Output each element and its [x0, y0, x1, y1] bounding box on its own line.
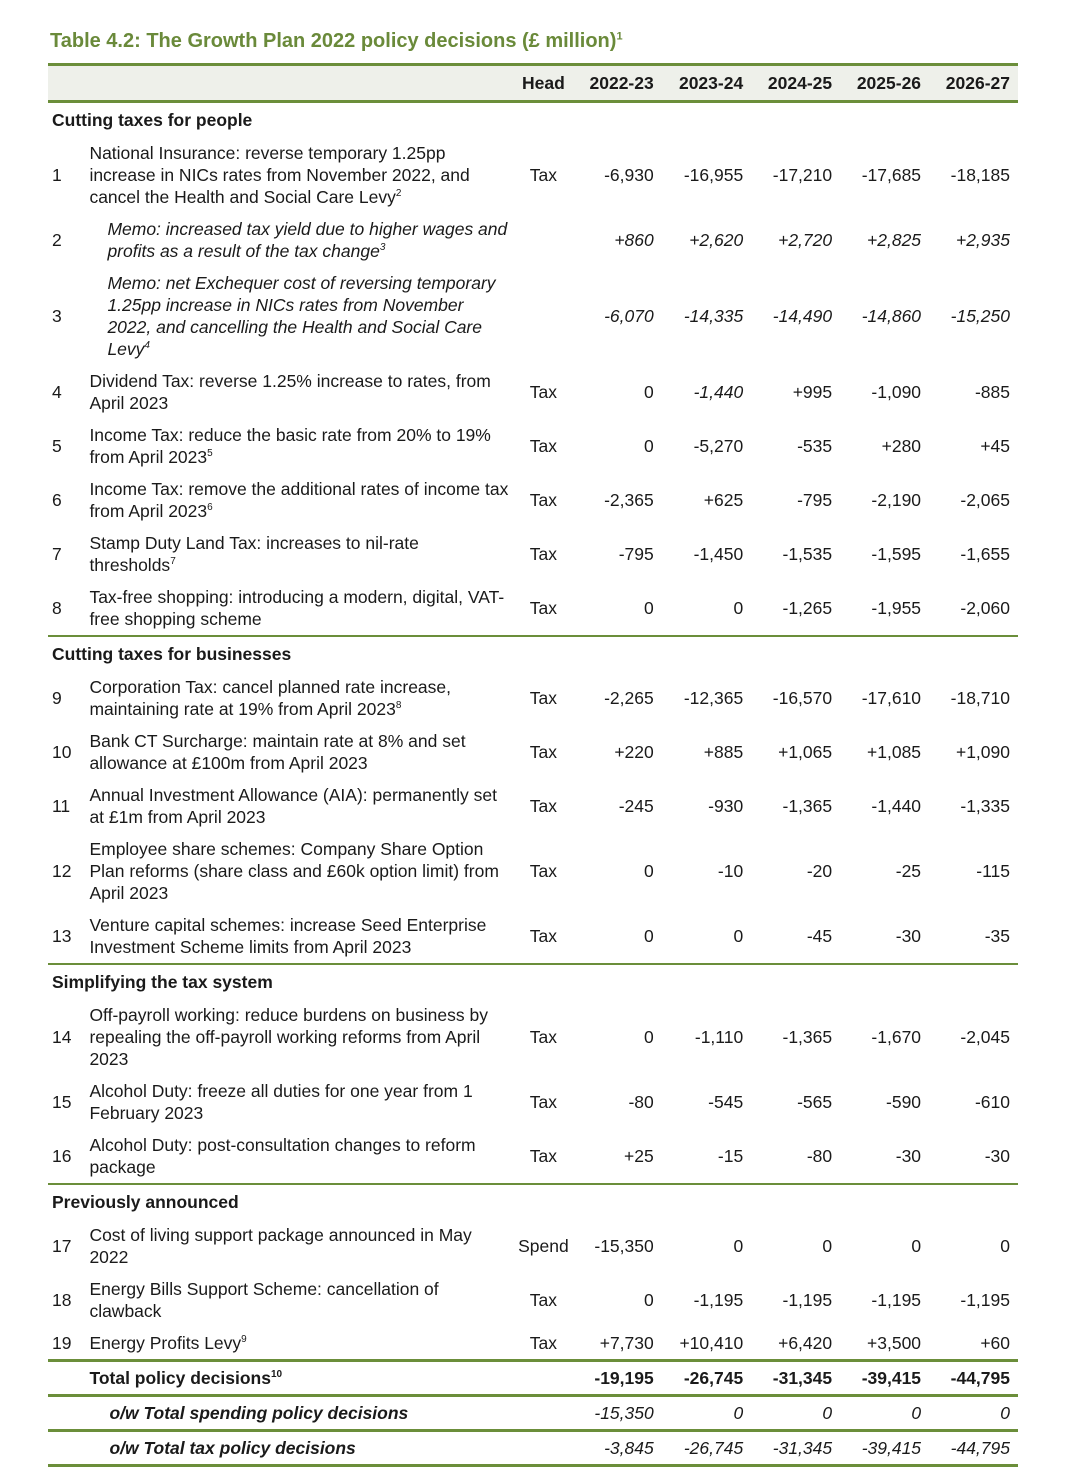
- section-header-row: [48, 1184, 1018, 1219]
- row-value: -885: [974, 382, 1010, 402]
- footnote-marker: 9: [241, 1334, 247, 1346]
- row-number: 1: [52, 165, 62, 185]
- row-label: Memo: increased tax yield due to higher wages and profits as a result of the tax change: [107, 219, 508, 261]
- row-description: [89, 213, 514, 267]
- row-number: 7: [52, 544, 62, 564]
- table-row: [48, 909, 1018, 964]
- row-number: 19: [52, 1333, 72, 1353]
- section-title: Simplifying the tax system: [52, 972, 273, 992]
- row-value: -1,655: [960, 544, 1010, 564]
- row-value: -31,345: [772, 1438, 833, 1458]
- row-description: [89, 1327, 514, 1361]
- header-description: [89, 65, 514, 102]
- row-value: -17,685: [861, 165, 922, 185]
- row-value: -14,335: [683, 306, 744, 326]
- row-description: [89, 137, 514, 213]
- row-value: -18,185: [950, 165, 1010, 185]
- row-value: +3,500: [867, 1333, 922, 1353]
- table-row: [48, 1327, 1018, 1361]
- row-value: -1,535: [782, 544, 833, 564]
- row-value: -14,490: [772, 306, 833, 326]
- row-value: -20: [806, 861, 833, 881]
- row-label: o/w Total tax policy decisions: [109, 1438, 356, 1458]
- row-label: Employee share schemes: Company Share Option Plan reforms (share class and £60k option limit) from April 2023: [89, 839, 499, 903]
- row-value: +2,720: [778, 230, 833, 250]
- table-row: [48, 725, 1018, 779]
- row-value: -17,210: [772, 165, 833, 185]
- table-row: [48, 999, 1018, 1075]
- row-description: [89, 999, 514, 1075]
- row-label: Alcohol Duty: post-consultation changes to reform package: [89, 1135, 476, 1177]
- row-value: -2,365: [604, 490, 654, 510]
- row-value: -5,270: [693, 436, 744, 456]
- row-number: 8: [52, 598, 62, 618]
- section-header-row: [48, 102, 1018, 138]
- row-value: +25: [624, 1146, 654, 1166]
- row-description: [89, 725, 514, 779]
- row-value: 0: [644, 436, 654, 456]
- row-value: -16,570: [772, 688, 833, 708]
- row-head: [514, 267, 573, 365]
- row-value: +2,620: [689, 230, 744, 250]
- header-year: 2026-27: [945, 73, 1010, 93]
- row-value: -795: [797, 490, 833, 510]
- row-label: Corporation Tax: cancel planned rate increase, maintaining rate at 19% from April 2023: [89, 677, 451, 719]
- row-value: -930: [708, 796, 744, 816]
- header-head: Head: [522, 73, 565, 93]
- row-label: Off-payroll working: reduce burdens on business by repealing the off-payroll working reforms from April 2023: [89, 1005, 488, 1069]
- total-row: [48, 1361, 1018, 1396]
- row-description: [89, 419, 514, 473]
- row-value: -2,265: [604, 688, 654, 708]
- row-number: 4: [52, 382, 62, 402]
- row-value: -17,610: [861, 688, 922, 708]
- header-year: 2022-23: [589, 73, 654, 93]
- row-head: Tax: [529, 1290, 558, 1310]
- row-value: -1,195: [782, 1290, 833, 1310]
- section-header-row: [48, 636, 1018, 671]
- row-value: -25: [895, 861, 922, 881]
- row-number: 15: [52, 1092, 72, 1112]
- row-value: -1,335: [960, 796, 1010, 816]
- row-value: 0: [644, 861, 654, 881]
- row-value: -2,065: [960, 490, 1010, 510]
- row-number: 17: [52, 1236, 72, 1256]
- row-number: [48, 1396, 89, 1431]
- row-head: [514, 213, 573, 267]
- row-label: Energy Bills Support Scheme: cancellation of clawback: [89, 1279, 439, 1321]
- policy-decisions-table: [48, 63, 1018, 1467]
- row-number: 16: [52, 1146, 72, 1166]
- row-value: -1,265: [782, 598, 833, 618]
- table-body: [48, 102, 1018, 1466]
- row-value: -795: [618, 544, 654, 564]
- row-value: 0: [822, 1236, 833, 1256]
- row-description: [89, 909, 514, 964]
- row-value: +885: [703, 742, 744, 762]
- row-description: [89, 473, 514, 527]
- row-value: 0: [644, 1027, 654, 1047]
- row-value: +2,935: [955, 230, 1010, 250]
- row-value: -1,090: [871, 382, 922, 402]
- policy-table-document: [48, 30, 1018, 1467]
- table-row: [48, 779, 1018, 833]
- row-value: -44,795: [950, 1438, 1010, 1458]
- header-number: [48, 65, 89, 102]
- row-value: -30: [984, 1146, 1010, 1166]
- row-head: Tax: [529, 165, 558, 185]
- row-head: Tax: [529, 796, 558, 816]
- row-number: 18: [52, 1290, 72, 1310]
- row-value: +220: [614, 742, 654, 762]
- footnote-marker: 8: [395, 700, 402, 712]
- row-head: Tax: [529, 861, 558, 881]
- row-value: -1,365: [782, 796, 833, 816]
- row-value: +995: [792, 382, 833, 402]
- table-row: [48, 365, 1018, 419]
- section-header-row: [48, 964, 1018, 999]
- row-value: -1,195: [693, 1290, 744, 1310]
- row-label: Tax-free shopping: introducing a modern, digital, VAT-free shopping scheme: [89, 587, 505, 629]
- row-value: -10: [717, 861, 744, 881]
- row-value: -610: [974, 1092, 1010, 1112]
- header-year: 2023-24: [678, 73, 744, 93]
- row-description: [89, 1431, 572, 1466]
- row-value: -35: [984, 926, 1010, 946]
- header-year: 2024-25: [767, 73, 833, 93]
- row-value: +2,825: [867, 230, 922, 250]
- row-label: Energy Profits Levy: [89, 1333, 242, 1353]
- row-label: Cost of living support package announced in May 2022: [89, 1225, 472, 1267]
- row-head: Tax: [529, 1333, 558, 1353]
- row-value: -15: [717, 1146, 744, 1166]
- section-title: Cutting taxes for businesses: [52, 644, 292, 664]
- row-value: -6,930: [604, 165, 654, 185]
- section-title: Previously announced: [52, 1192, 239, 1212]
- row-value: 0: [1000, 1403, 1010, 1423]
- table-row: [48, 473, 1018, 527]
- row-value: -590: [886, 1092, 922, 1112]
- row-description: [89, 365, 514, 419]
- footnote-marker: 5: [207, 448, 213, 460]
- row-value: +280: [881, 436, 922, 456]
- section-title: Cutting taxes for people: [52, 110, 253, 130]
- row-value: -80: [806, 1146, 833, 1166]
- row-value: -245: [618, 796, 654, 816]
- row-value: -6,070: [604, 306, 654, 326]
- row-description: [89, 1075, 514, 1129]
- row-head: Tax: [529, 382, 558, 402]
- row-value: -1,110: [694, 1027, 744, 1047]
- row-value: -18,710: [950, 688, 1010, 708]
- footnote-marker: 7: [170, 556, 176, 568]
- table-row: [48, 213, 1018, 267]
- row-description: [89, 671, 514, 725]
- row-value: -44,795: [950, 1368, 1010, 1388]
- row-label: o/w Total spending policy decisions: [109, 1403, 409, 1423]
- row-number: [48, 1361, 89, 1396]
- table-row: [48, 267, 1018, 365]
- row-description: [89, 779, 514, 833]
- row-value: 0: [733, 1236, 744, 1256]
- row-value: -1,195: [960, 1290, 1010, 1310]
- row-description: [89, 1361, 572, 1396]
- row-value: 0: [733, 1403, 744, 1423]
- row-value: 0: [644, 926, 654, 946]
- row-head: Spend: [518, 1236, 569, 1256]
- row-value: -1,450: [693, 544, 744, 564]
- row-value: -80: [628, 1092, 654, 1112]
- row-number: 12: [52, 861, 72, 881]
- table-row: [48, 1219, 1018, 1273]
- row-head: Tax: [529, 1027, 558, 1047]
- table-row: [48, 1129, 1018, 1184]
- row-value: +10,410: [679, 1333, 744, 1353]
- table-row: [48, 1273, 1018, 1327]
- row-value: 0: [644, 1290, 654, 1310]
- footnote-marker: 6: [207, 502, 213, 514]
- table-row: [48, 581, 1018, 636]
- row-value: -3,845: [604, 1438, 654, 1458]
- row-label: Income Tax: remove the additional rates of income tax from April 2023: [89, 479, 509, 521]
- table-row: [48, 671, 1018, 725]
- row-value: +625: [703, 490, 744, 510]
- row-value: -535: [797, 436, 833, 456]
- row-head: Tax: [529, 490, 558, 510]
- footnote-marker: 4: [144, 340, 150, 352]
- row-value: -15,350: [594, 1236, 654, 1256]
- row-value: -15,250: [950, 306, 1010, 326]
- row-description: [89, 581, 514, 636]
- row-value: 0: [733, 598, 744, 618]
- row-description: [89, 1396, 572, 1431]
- table-row: [48, 527, 1018, 581]
- row-value: -39,415: [861, 1368, 922, 1388]
- row-value: 0: [822, 1403, 833, 1423]
- row-number: 5: [52, 436, 62, 456]
- footnote-marker: 1: [616, 30, 623, 43]
- table-title: [50, 30, 1018, 53]
- row-value: -26,745: [683, 1438, 744, 1458]
- row-value: 0: [644, 382, 654, 402]
- row-description: [89, 527, 514, 581]
- row-description: [89, 267, 514, 365]
- row-head: Tax: [529, 1092, 558, 1112]
- footnote-marker: 2: [395, 188, 402, 200]
- row-value: -1,365: [782, 1027, 833, 1047]
- row-value: +7,730: [599, 1333, 654, 1353]
- row-head: Tax: [529, 436, 558, 456]
- subtotal-row: [48, 1431, 1018, 1466]
- row-label: Total policy decisions: [89, 1368, 271, 1388]
- row-value: +6,420: [778, 1333, 833, 1353]
- row-label: Income Tax: reduce the basic rate from 20% to 19% from April 2023: [89, 425, 491, 467]
- row-value: +45: [980, 436, 1010, 456]
- row-number: 6: [52, 490, 62, 510]
- row-value: -19,195: [594, 1368, 654, 1388]
- row-value: -545: [708, 1092, 744, 1112]
- row-value: 0: [644, 598, 654, 618]
- row-label: National Insurance: reverse temporary 1.25pp increase in NICs rates from November 2022, and cancel the Health and Social Care Levy: [89, 143, 470, 207]
- footnote-marker: 10: [270, 1369, 283, 1381]
- row-value: -1,595: [871, 544, 922, 564]
- header-year: 2025-26: [856, 73, 922, 93]
- row-value: -30: [895, 926, 922, 946]
- row-value: +1,090: [955, 742, 1010, 762]
- row-value: -565: [797, 1092, 833, 1112]
- row-value: -12,365: [683, 688, 744, 708]
- row-head: Tax: [529, 926, 558, 946]
- row-value: -26,745: [683, 1368, 744, 1388]
- row-value: -1,440: [871, 796, 922, 816]
- row-value: -16,955: [683, 165, 744, 185]
- row-description: [89, 1219, 514, 1273]
- row-value: -2,190: [871, 490, 922, 510]
- row-label: Memo: net Exchequer cost of reversing temporary 1.25pp increase in NICs rates from November 2022, and cancelling the Health and Social Care Levy: [107, 273, 496, 359]
- row-value: -2,045: [960, 1027, 1010, 1047]
- row-value: -1,670: [871, 1027, 922, 1047]
- row-description: [89, 1129, 514, 1184]
- row-number: 11: [52, 796, 71, 816]
- table-row: [48, 833, 1018, 909]
- row-label: Bank CT Surcharge: maintain rate at 8% and set allowance at £100m from April 2023: [89, 731, 466, 773]
- row-value: -1,195: [871, 1290, 922, 1310]
- row-value: -14,860: [861, 306, 922, 326]
- row-value: -30: [895, 1146, 922, 1166]
- row-number: 10: [52, 742, 72, 762]
- row-value: 0: [911, 1236, 922, 1256]
- row-description: [89, 833, 514, 909]
- row-head: Tax: [529, 598, 558, 618]
- row-number: 9: [52, 688, 62, 708]
- row-value: -115: [976, 861, 1010, 881]
- row-label: Dividend Tax: reverse 1.25% increase to rates, from April 2023: [89, 371, 491, 413]
- row-value: 0: [1000, 1236, 1010, 1256]
- subtotal-row: [48, 1396, 1018, 1431]
- row-number: 14: [52, 1027, 72, 1047]
- row-label: Alcohol Duty: freeze all duties for one year from 1 February 2023: [89, 1081, 473, 1123]
- row-value: -45: [806, 926, 833, 946]
- row-head: Tax: [529, 1146, 558, 1166]
- table-row: [48, 419, 1018, 473]
- row-value: -2,060: [960, 598, 1010, 618]
- row-number: [48, 1431, 89, 1466]
- row-head: Tax: [529, 544, 558, 564]
- footnote-marker: 3: [379, 242, 386, 254]
- row-value: -31,345: [772, 1368, 833, 1388]
- table-row: [48, 1075, 1018, 1129]
- row-description: [89, 1273, 514, 1327]
- row-value: -1,955: [871, 598, 922, 618]
- row-label: Stamp Duty Land Tax: increases to nil-rate thresholds: [89, 533, 419, 575]
- table-row: [48, 137, 1018, 213]
- row-label: Annual Investment Allowance (AIA): permanently set at £1m from April 2023: [89, 785, 498, 827]
- row-number: 2: [52, 230, 62, 250]
- row-value: -15,350: [594, 1403, 654, 1423]
- row-value: 0: [733, 926, 744, 946]
- row-head: Tax: [529, 688, 558, 708]
- row-value: -39,415: [861, 1438, 922, 1458]
- row-head: Tax: [529, 742, 558, 762]
- row-value: +860: [614, 230, 654, 250]
- row-number: 13: [52, 926, 72, 946]
- row-label: Venture capital schemes: increase Seed Enterprise Investment Scheme limits from April 2023: [89, 915, 487, 957]
- row-value: +60: [980, 1333, 1010, 1353]
- row-value: +1,065: [778, 742, 833, 762]
- table-header-row: [48, 65, 1018, 102]
- row-value: 0: [911, 1403, 922, 1423]
- row-number: 3: [52, 306, 62, 326]
- table-title-text: Table 4.2: The Growth Plan 2022 policy decisions (£ million): [50, 30, 617, 52]
- row-value: -1,440: [693, 382, 744, 402]
- row-value: +1,085: [867, 742, 922, 762]
